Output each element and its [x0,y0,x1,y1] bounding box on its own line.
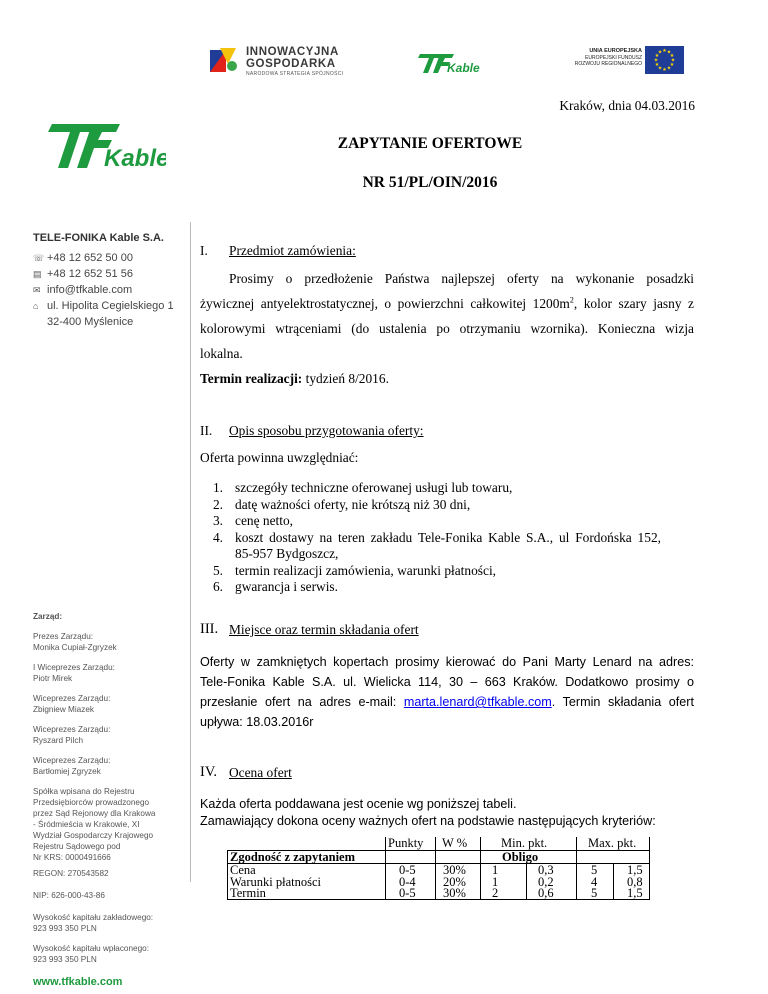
table-cell-min-a: 2 [492,886,499,900]
list-item-text: gwarancja i serwis. [235,579,338,594]
sidebar-divider [190,222,191,882]
registry-line: Wydział Gospodarczy Krajowego [33,831,154,840]
svg-text:★: ★ [653,57,659,64]
svg-text:★: ★ [654,53,660,59]
list-item-number: 4. [212,529,223,545]
list-item [201,513,661,530]
table-cell-min-b: 0,6 [538,886,554,900]
svg-text:★: ★ [670,57,676,64]
contact-email [33,284,132,296]
list-item [201,563,661,580]
table-cell-max-b: 1,5 [627,886,643,900]
table-cell-punkty: 0-4 [399,875,416,889]
tf-kable-logo-small [414,51,486,75]
list-item-text: datę ważności oferty, nie krótszą niż 30 dni, [235,496,471,512]
list-item [201,530,661,563]
board-line: Bartłomiej Zgryzek [33,767,101,776]
list-item-number: 5. [212,562,223,578]
svg-text:★: ★ [657,65,663,72]
list-item [201,480,661,497]
regon: REGON: 270543582 [33,869,109,878]
table-cell-min-a: 1 [492,863,499,877]
table-cell-max-b: 1,5 [627,863,643,877]
section-1-line-3: kolorowymi wtrąceniami (do ustalenia po otrzymaniu wzornika). Konieczna wizja [200,321,694,336]
capital-declared-label: Wysokość kapitału zakładowego: [33,913,154,922]
innowacyjna-gospodarka-logo [206,44,356,82]
table-cell-w: 30% [443,863,466,877]
board-line: Zbigniew Miazek [33,705,94,714]
list-item-text: termin realizacji zamówienia, warunki płatności, [235,562,497,578]
section-1-line-2b: , kolor szary jasny z [573,296,694,311]
table-cell-punkty: 0-5 [399,886,416,900]
table-cell-name: Warunki płatności [230,875,321,889]
registry-line: Przedsiębiorców prowadzonego [33,798,150,807]
registry-line: Rejestru Sądowego pod [33,842,121,851]
list-item-text: szczegóły techniczne oferowanej usługi lub towaru, [235,480,513,495]
board-line: Prezes Zarządu: [33,632,94,641]
section-1-line-2 [200,296,694,312]
registry-line: Spółka wpisana do Rejestru [33,787,135,796]
company-name: TELE-FONIKA Kable S.A. [33,232,164,244]
address-icon: ⌂ [33,301,39,311]
board-heading: Zarząd: [33,612,63,621]
term-label: Termin realizacji: [200,371,303,386]
ig-line-3: NARODOWA STRATEGIA SPÓJNOŚCI [246,71,344,77]
list-item-text: cenę netto, [235,513,293,528]
capital-paid-label: Wysokość kapitału wpłaconego: [33,944,149,953]
section-4-line-2: Zamawiający dokona oceny ważnych ofert na podstawie następujących kryteriów: [200,814,656,828]
table-cell-name: Termin [230,886,266,900]
capital-declared-value: 923 993 350 PLN [33,924,97,933]
section-1-number: I. [200,243,208,258]
section-2-number: II. [200,423,213,438]
table-cell-min-b: 0,3 [538,863,554,877]
phone-icon: ☏ [33,253,45,263]
list-item-number: 2. [212,496,223,512]
tf-kable-logo [42,120,166,172]
section-2-heading: Opis sposobu przygotowania oferty: [229,423,424,438]
svg-text:★: ★ [669,53,675,59]
board-line: Ryszard Pilch [33,736,84,745]
list-item-text: koszt dostawy na teren zakładu Tele-Fonika Kable S.A., ul Fordońska 152, [235,529,661,545]
contact-phone [33,252,133,264]
document-date: Kraków, dnia 04.03.2016 [559,98,695,113]
contact-fax [33,268,133,280]
section-3-line-3a: przesłanie ofert na adres e-mail: [200,695,404,709]
board-line: Monika Cupiał-Zgryzek [33,643,117,652]
superscript-2: 2 [569,295,574,305]
website-link[interactable]: www.tfkable.com [33,976,123,988]
section-1-line-1: Prosimy o przedłożenie Państwa najlepszej oferty na wykonanie posadzki [229,271,694,286]
email-link[interactable]: marta.lenard@tfkable.com [403,695,552,709]
section-3-line-3b: . Termin składania ofert [551,695,694,709]
eu-line-1: UNIA EUROPEJSKA [589,48,642,54]
table-header-punkty: Punkty [388,836,424,850]
contact-city-text: 32-400 Myślenice [47,316,134,328]
section-2-intro: Oferta powinna uwzględniać: [200,450,359,465]
svg-text:★: ★ [662,67,667,73]
section-1-line-4: lokalna. [200,346,243,361]
svg-text:Kable: Kable [447,61,480,75]
section-3-line-2: Tele-Fonika Kable S.A. ul. Wielicka 114, 30 – 663 Kraków. Dodatkowo prosimy o [200,675,694,689]
section-3-line-4: upływa: 18.03.2016r [200,715,314,729]
capital-paid-value: 923 993 350 PLN [33,955,97,964]
svg-text:★: ★ [666,49,672,56]
offer-requirements-list [201,480,661,596]
section-1-term [200,371,389,387]
registry-line: Nr KRS: 0000491666 [33,853,111,862]
svg-text:★: ★ [666,65,672,72]
section-3-line-1: Oferty w zamkniętych kopertach prosimy kierować do Pani Marty Lenard na adres: [200,655,694,669]
table-cell-max-a: 5 [591,886,598,900]
document-number: NR 51/PL/OIN/2016 [362,174,498,191]
table-header-label: Zgodność z zapytaniem [230,850,355,864]
svg-text:★: ★ [662,48,667,54]
table-cell-min-b: 0,2 [538,875,554,889]
ig-emblem-icon [206,44,242,80]
svg-text:Kable: Kable [104,145,166,172]
contact-phone-text: +48 12 652 50 00 [47,252,133,264]
contact-city [33,316,133,328]
list-item-text-cont: 85-957 Bydgoszcz, [235,546,339,561]
svg-text:★: ★ [657,49,663,56]
table-cell-w: 20% [443,875,466,889]
list-item-number: 6. [212,579,223,594]
table-header-obligo: Obligo [502,850,539,864]
board-line: I Wiceprezes Zarządu: [33,663,115,672]
svg-text:★: ★ [654,62,660,68]
section-3-heading: Miejsce oraz termin składania ofert [229,622,419,637]
table-cell-name: Cena [230,863,256,877]
section-3-number: III. [200,621,219,637]
eu-line-3: ROZWOJU REGIONALNEGO [574,61,642,67]
table-cell-max-b: 0,8 [627,875,643,889]
section-4-number: IV. [200,764,218,780]
section-4-heading: Ocena ofert [229,765,292,780]
registry-line: przez Sąd Rejonowy dla Krakowa [33,809,156,818]
table-header-w: W % [442,836,468,850]
table-header-max: Max. pkt. [588,836,637,850]
contact-fax-text: +48 12 652 51 56 [47,268,133,280]
table-cell-punkty: 0-5 [399,863,416,877]
board-line: Piotr Mirek [33,674,73,683]
list-item-number: 3. [212,513,223,528]
contact-email-text: info@tfkable.com [47,284,133,296]
board-line: Wiceprezes Zarządu: [33,756,111,765]
contact-address-text: ul. Hipolita Cegielskiego 1 [47,300,174,312]
table-cell-max-a: 4 [591,875,598,889]
table-cell-w: 30% [443,886,466,900]
fax-icon: ▤ [33,269,42,279]
registry-line: - Śródmieścia w Krakowie, XI [33,820,140,829]
list-item-number: 1. [212,480,223,495]
svg-text:★: ★ [669,62,675,68]
mail-icon: ✉ [33,285,41,295]
table-header-min: Min. pkt. [501,836,548,850]
ig-line-2: GOSPODARKA [246,58,336,70]
section-3-line-3 [200,694,694,710]
term-value: tydzień 8/2016. [302,371,389,386]
table-cell-min-a: 1 [492,875,499,889]
nip: NIP: 626-000-43-86 [33,891,105,900]
board-line: Wiceprezes Zarządu: [33,725,111,734]
contact-address [33,300,174,312]
eu-fund-logo [562,46,684,78]
section-4-line-1: Każda oferta poddawana jest ocenie wg poniższej tabeli. [200,797,517,811]
board-line: Wiceprezes Zarządu: [33,694,111,703]
document-title: ZAPYTANIE OFERTOWE [337,135,523,152]
section-1-line-2a: żywicznej antyelektrostatycznej, o powierzchni całkowitej 1200m [200,296,570,311]
section-1-heading: Przedmiot zamówienia: [229,243,356,258]
list-item [201,497,661,514]
list-item [201,579,661,596]
ig-line-1: INNOWACYJNA [246,46,339,58]
eu-flag-icon [645,46,684,74]
table-cell-max-a: 5 [591,863,598,877]
eu-line-2: EUROPEJSKI FUNDUSZ [585,55,642,61]
